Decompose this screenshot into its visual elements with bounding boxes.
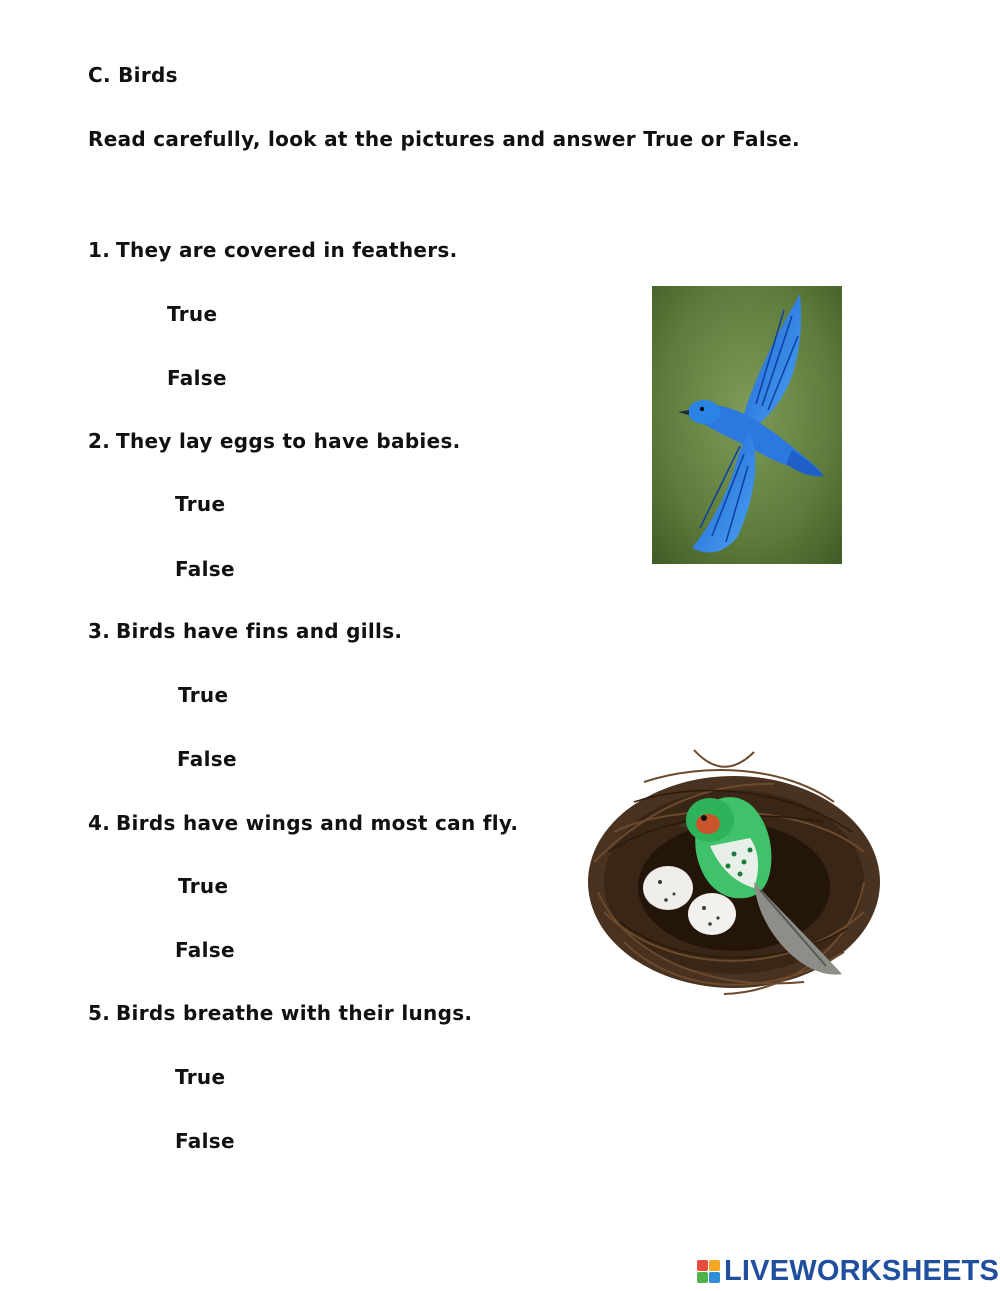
question-5 [88,1000,472,1026]
answer-option-true[interactable]: True [178,683,229,707]
answer-option-false[interactable]: False [177,747,237,771]
question-number: 1. [88,238,111,262]
bird-nest-image [584,742,882,1020]
question-text: They are covered in feathers. [116,238,458,262]
question-2 [88,428,461,454]
question-4 [88,810,518,836]
section-heading: C. Birds [88,63,178,87]
question-1 [88,237,457,263]
answer-option-true[interactable]: True [167,302,218,326]
answer-option-false[interactable]: False [167,366,227,390]
logo-text: LIVEWORKSHEETS [724,1255,1000,1287]
answer-option-true[interactable]: True [175,1065,226,1089]
question-text: Birds breathe with their lungs. [116,1001,473,1025]
answer-option-true[interactable]: True [175,492,226,516]
answer-option-false[interactable]: False [175,938,235,962]
question-text: Birds have wings and most can fly. [116,811,519,835]
question-number: 5. [88,1001,111,1025]
question-number: 2. [88,429,111,453]
answer-option-true[interactable]: True [178,874,229,898]
answer-option-false[interactable]: False [175,1129,235,1153]
question-number: 4. [88,811,111,835]
logo-blocks-icon [697,1260,720,1283]
instructions-text: Read carefully, look at the pictures and answer True or False. [88,127,800,151]
question-text: Birds have fins and gills. [116,619,403,643]
flying-bird-image [652,286,842,564]
question-text: They lay eggs to have babies. [116,429,461,453]
question-number: 3. [88,619,111,643]
answer-option-false[interactable]: False [175,557,235,581]
liveworksheets-logo [697,1254,999,1288]
question-3 [88,618,402,644]
